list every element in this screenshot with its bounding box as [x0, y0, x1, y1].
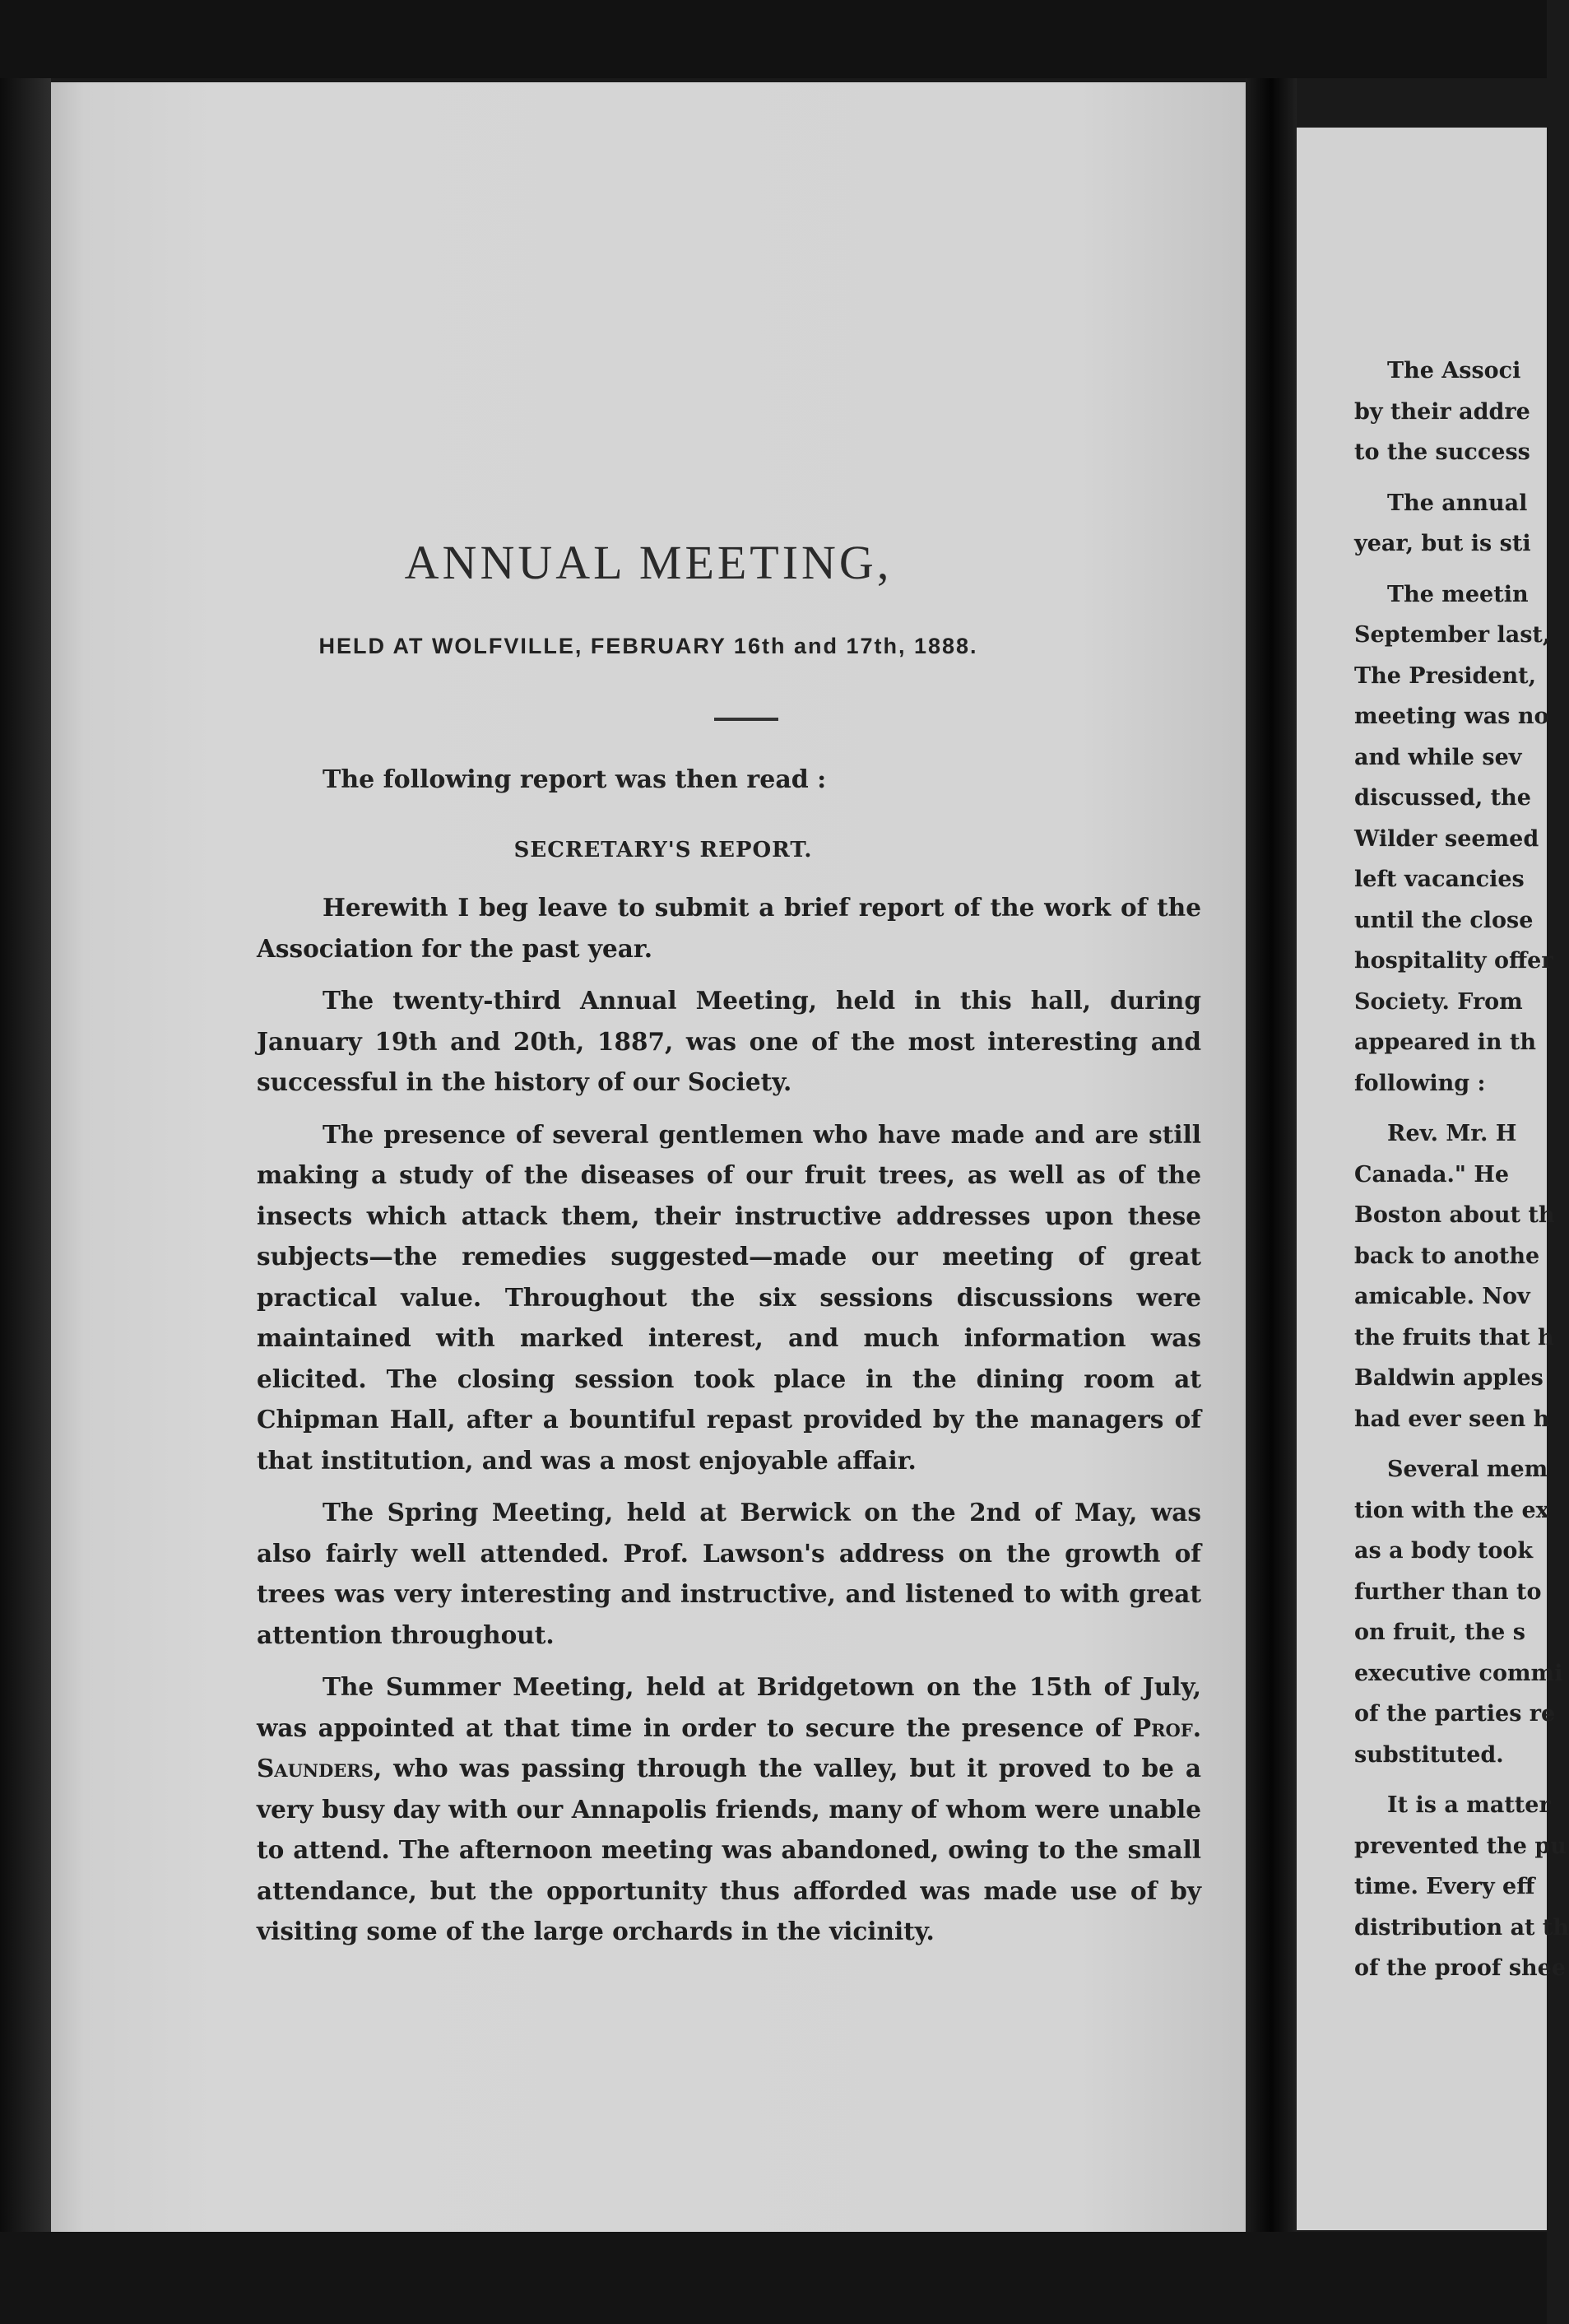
right-page-text — [1354, 351, 1568, 1989]
scan-top-border — [0, 0, 1547, 78]
right-page-line: meeting was no — [1354, 704, 1549, 729]
meeting-subtitle: HELD AT WOLFVILLE, FEBRUARY 16th and 17th, 1888. — [318, 634, 978, 658]
right-page-line: It is a matter — [1387, 1792, 1551, 1818]
right-page-line: prevented the pu — [1354, 1833, 1567, 1859]
right-page-line: as a body took — [1354, 1538, 1534, 1564]
right-page-line: until the close — [1354, 907, 1534, 933]
right-page-line: executive commi — [1354, 1660, 1563, 1686]
right-page-line: left vacancies — [1354, 867, 1525, 892]
paragraph: Herewith I beg leave to submit a brief report of the work of the Association for the past year. — [257, 893, 1201, 963]
paragraph-text: The Summer Meeting, held at Bridgetown on the 15th of July, was appointed at that time in order to secure the presence of — [257, 1672, 1201, 1742]
right-page-line: Wilder seemed — [1354, 825, 1539, 852]
right-page-line: the fruits that h — [1354, 1324, 1554, 1350]
right-page-line: discussed, the — [1354, 785, 1531, 811]
right-page-line: tion with the ex — [1354, 1497, 1549, 1523]
paragraph-gap — [1354, 565, 1568, 574]
right-page-line: amicable. Nov — [1354, 1284, 1530, 1309]
paragraph-gap — [1354, 1775, 1568, 1785]
paragraph: The twenty-third Annual Meeting, held in this hall, during January 19th and 20th, 1887, was one of the most interesting and successful in the history of our Society. — [257, 986, 1201, 1096]
report-intro: The following report was then read : — [323, 765, 827, 794]
right-page-line: Society. From — [1354, 988, 1523, 1015]
paragraph-text: , who was passing through the valley, but it proved to be a very busy day with our Annapolis friends, many of whom were unable to attend. The afternoon meeting was abandoned, owing to the small attendance, but the opportunity thus afforded was made use of by visiting some of the large orchards in the vicinity. — [257, 1754, 1201, 1945]
right-page-line: The annual — [1387, 490, 1528, 516]
right-page-line: and while sev — [1354, 744, 1522, 770]
right-page-line: appeared in th — [1354, 1030, 1536, 1055]
section-heading: SECRETARY'S REPORT. — [513, 838, 813, 862]
right-page-line: September last, — [1354, 622, 1551, 648]
paragraph-gap — [1354, 1104, 1568, 1113]
right-page-line: Canada." He — [1354, 1161, 1510, 1188]
right-page-line: Rev. Mr. H — [1387, 1121, 1517, 1146]
right-page-line: The Associ — [1387, 358, 1521, 383]
page-title: ANNUAL MEETING, — [404, 536, 893, 589]
paragraph-gap — [1354, 1439, 1568, 1449]
right-page-line: had ever seen h — [1354, 1406, 1550, 1432]
right-page-line: to the success — [1354, 439, 1530, 465]
right-page-line: by their addre — [1354, 398, 1530, 425]
page-gutter — [1246, 78, 1297, 2324]
right-page-line: back to anothe — [1354, 1243, 1540, 1269]
right-page-line: of the proof shee — [1354, 1955, 1567, 1981]
paragraph — [257, 1666, 1201, 1952]
right-page-line: The President, — [1354, 662, 1537, 689]
paragraph-gap — [1354, 473, 1568, 483]
smallcaps-name: Prof. Saunders — [257, 1713, 1201, 1783]
right-page-line: time. Every eff — [1354, 1874, 1535, 1899]
paragraph: The presence of several gentlemen who have made and are still making a study of the diseases of our fruit trees, as well as of the insects which attack them, their instructive addresses upon these subjects—the remedies suggested—made our meeting of great practical value. Throughout the six sessions discussions were maintained with marked interest, and much information was elicited. The closing session took place in the dining room at Chipman Hall, after a bountiful repast provided by the managers of that institution, and was a most enjoyable affair. — [257, 1119, 1201, 1475]
report-body — [257, 887, 1201, 1964]
right-page-line: on fruit, the s — [1354, 1620, 1525, 1645]
book-spine-edge — [0, 78, 51, 2324]
right-page-line: hospitality offer — [1354, 948, 1553, 974]
right-page-line: year, but is sti — [1354, 531, 1531, 556]
scan-bottom-border — [0, 2232, 1547, 2324]
paragraph: The Spring Meeting, held at Berwick on the 2nd of May, was also fairly well attended. Prof. Lawson's address on the growth of trees was very interesting and instructive, and listened to with great attention throughout. — [257, 1498, 1201, 1649]
right-page-line: further than to — [1354, 1578, 1542, 1605]
right-page-line: The meetin — [1387, 581, 1529, 607]
title-divider — [714, 718, 778, 721]
right-page-line: following : — [1354, 1070, 1486, 1096]
right-page-line: substituted. — [1354, 1741, 1504, 1768]
right-page-line: distribution at th — [1354, 1914, 1569, 1941]
right-page-line: Baldwin apples — [1354, 1365, 1543, 1391]
right-page-line: Boston about th — [1354, 1202, 1555, 1228]
right-page-line: Several mem — [1387, 1457, 1548, 1482]
right-page-line: of the parties re — [1354, 1701, 1556, 1727]
